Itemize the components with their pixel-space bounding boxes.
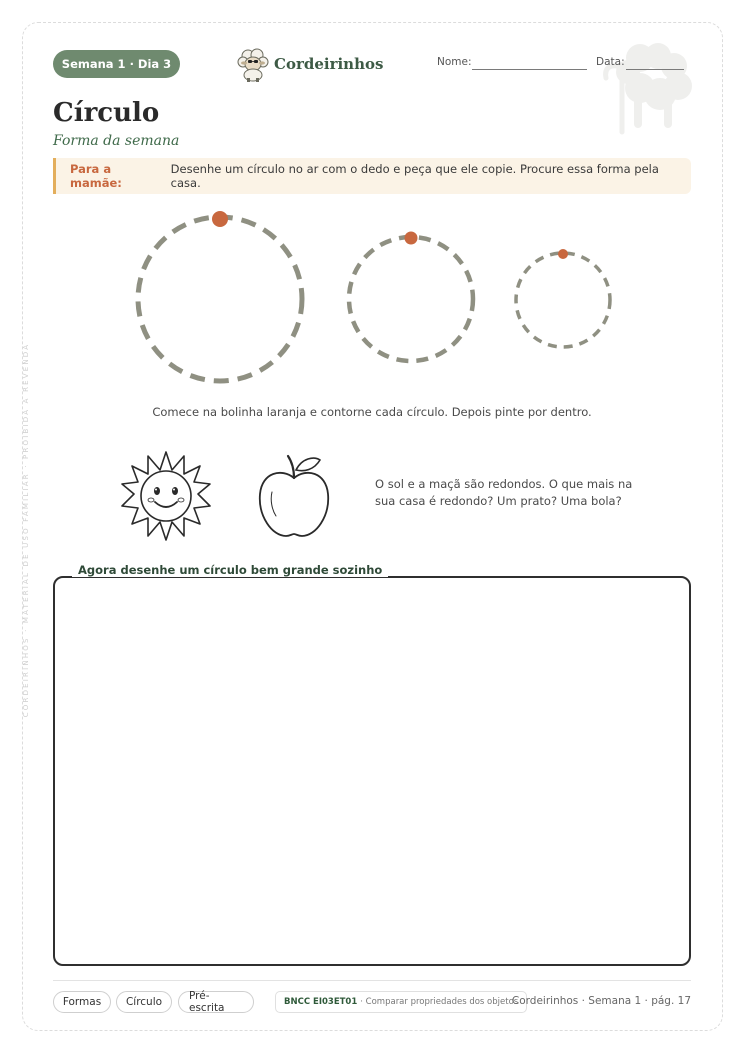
- page-subtitle: Forma da semana: [53, 133, 180, 149]
- tracing-circles[interactable]: [0, 200, 744, 400]
- brand: [236, 46, 383, 82]
- drawing-area-label: Agora desenhe um círculo bem grande sozinho: [72, 563, 388, 577]
- footer-divider: [53, 980, 691, 981]
- sheep-icon: [236, 46, 270, 82]
- tag-pre-escrita: Pré-escrita: [178, 991, 254, 1013]
- date-line: [626, 69, 684, 70]
- tag-circulo: Círculo: [116, 991, 172, 1013]
- date-label: Data:: [596, 56, 625, 68]
- apple-icon: [248, 448, 340, 544]
- page-info: Cordeirinhos · Semana 1 · pág. 17: [511, 995, 691, 1007]
- tip-label: Para a mamãe:: [70, 162, 122, 190]
- name-line: [472, 69, 587, 70]
- start-dot-medium: [405, 232, 418, 245]
- name-field[interactable]: [437, 56, 472, 68]
- side-copyright-text: CORDEIRINHOS · MATERIAL DE USO FAMILIAR · PROIBIDA A REVENDA: [22, 342, 30, 718]
- name-label: Nome:: [437, 56, 472, 68]
- bncc-description: · Comparar propriedades dos objetos: [360, 997, 519, 1007]
- sheep-with-staff-icon: [600, 36, 696, 136]
- tracing-instruction: Comece na bolinha laranja e contorne cada círculo. Depois pinte por dentro.: [152, 405, 592, 419]
- trace-circle-medium: [349, 237, 473, 361]
- page-title: Círculo: [53, 98, 160, 128]
- brand-name: Cordeirinhos: [274, 55, 384, 73]
- smiling-sun-icon: [118, 448, 214, 544]
- date-field[interactable]: [596, 56, 625, 68]
- week-day-badge: Semana 1 · Dia 3: [53, 50, 180, 78]
- round-objects-question: O sol e a maçã são redondos. O que mais na sua casa é redondo? Um prato? Uma bola?: [375, 477, 633, 508]
- trace-circle-large: [138, 217, 302, 381]
- start-dot-large: [212, 211, 228, 227]
- start-dot-small: [558, 249, 568, 259]
- tip-text: Desenhe um círculo no ar com o dedo e peça que ele copie. Procure essa forma pela casa.: [170, 162, 659, 190]
- parent-tip: [53, 158, 691, 194]
- bncc-code: BNCC EI03ET01: [284, 997, 358, 1007]
- bncc-reference: [275, 991, 527, 1013]
- drawing-area[interactable]: [53, 576, 691, 966]
- trace-circle-small: [516, 253, 610, 347]
- tag-formas: Formas: [53, 991, 111, 1013]
